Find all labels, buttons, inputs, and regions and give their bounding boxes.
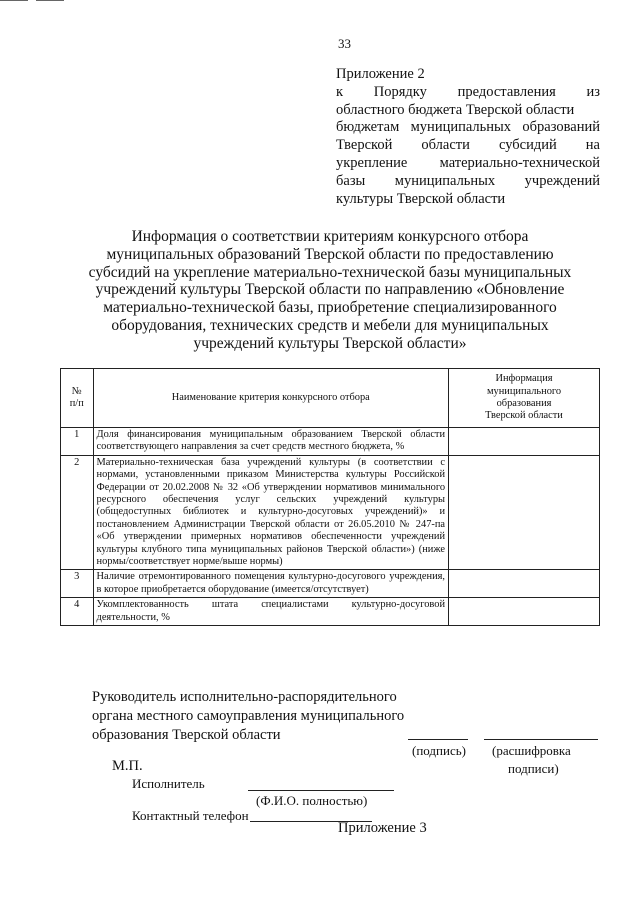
- appendix-header: [336, 66, 600, 208]
- appendix-line: областного бюджета Тверской области: [336, 101, 575, 118]
- table-row: [61, 570, 600, 598]
- header-criterion-name: Наименование критерия конкурсного отбора: [93, 369, 449, 428]
- table-row: [61, 598, 600, 626]
- appendix-line: базы муниципальных учреждений: [336, 172, 600, 189]
- row-criterion: [93, 598, 449, 626]
- executor-label: Исполнитель: [132, 776, 205, 791]
- appendix-line: культуры Тверской области: [336, 190, 506, 207]
- next-appendix-title: Приложение 3: [338, 820, 427, 836]
- title-line: оборудования, технических средств и мебели для муниципальных: [111, 316, 549, 334]
- page-number: 33: [338, 36, 351, 51]
- row-info-cell[interactable]: [449, 598, 600, 626]
- appendix-line: Тверской области субсидий на: [336, 137, 600, 154]
- title-line: муниципальных образований Тверской области по предоставлению: [106, 245, 554, 263]
- title-line: учреждений культуры Тверской области»: [193, 334, 467, 352]
- row-number: 4: [61, 598, 94, 626]
- table-row: [61, 428, 600, 456]
- fio-label: (Ф.И.О. полностью): [256, 793, 368, 808]
- document-title: [80, 228, 580, 353]
- row-number: 2: [61, 455, 94, 570]
- signature-heading-line: образования Тверской области: [92, 727, 281, 743]
- row-criterion: [93, 428, 449, 456]
- criterion-text: Материально-техническая база учреждений культуры (в соответствии с нормами, установленными приказом Министерства культуры Российской Федерации от 20.02.2008 № 32 «Об утверждении нормативов минимального ресурсного обеспечения услуг сельских учреждений культуры (общедоступных библиотек и культурно-досуговых учреждений)» и постановлением Администрации Тверской области от 26.05.2010 № 247-па «Об утверждении примерных нормативов обеспеченности учреждений культуры клубного типа муниципальных районов Тверской области») (ниже нормы/соответствует норме/выше нормы): [96, 456, 446, 568]
- appendix-line: укрепление материально-технической: [336, 154, 600, 171]
- title-line: материально-технической базы, приобретение специализированного: [103, 299, 557, 317]
- appendix-line: к Порядку предоставления из: [336, 83, 600, 100]
- title-line: учреждений культуры Тверской области по направлению «Обновление: [95, 281, 565, 299]
- signature-line[interactable]: [408, 739, 468, 740]
- executor-line[interactable]: [248, 790, 394, 791]
- signature-label: (подпись): [412, 743, 466, 758]
- decode-line[interactable]: [484, 739, 598, 740]
- criteria-table: [60, 368, 600, 626]
- criterion-text: Наличие отремонтированного помещения культурно-досугового учреждения, в которое приобретается оборудование (имеется/отсутствует): [96, 571, 446, 595]
- phone-label: Контактный телефон: [132, 808, 249, 823]
- criterion-text: Доля финансирования муниципальным образованием Тверской области соответствующего направления за счет средств местного бюджета, %: [96, 429, 446, 453]
- signature-block-heading: [92, 688, 452, 745]
- table-row: [61, 455, 600, 570]
- title-line: субсидий на укрепление материально-технической базы муниципальных: [88, 263, 572, 281]
- row-number: 3: [61, 570, 94, 598]
- row-info-cell[interactable]: [449, 428, 600, 456]
- decode-label-2: подписи): [508, 761, 559, 776]
- appendix-line: бюджетам муниципальных образований: [336, 119, 600, 136]
- table-header-row: [61, 369, 600, 428]
- signature-heading-line: органа местного самоуправления муниципального: [92, 708, 405, 724]
- row-criterion: [93, 570, 449, 598]
- header-number: № п/п: [61, 369, 94, 428]
- scan-edge-line: [0, 0, 28, 1]
- row-number: 1: [61, 428, 94, 456]
- row-info-cell[interactable]: [449, 570, 600, 598]
- decode-label: (расшифровка: [492, 743, 571, 758]
- row-info-cell[interactable]: [449, 455, 600, 570]
- stamp-place: М.П.: [112, 758, 143, 774]
- title-line: Информация о соответствии критериям конкурсного отбора: [131, 228, 529, 245]
- scan-edge-line: [36, 0, 64, 1]
- header-municipal-info: Информация муниципального образования Тверской области: [449, 369, 600, 428]
- row-criterion: [93, 455, 449, 570]
- signature-heading-line: Руководитель исполнительно-распорядительного: [92, 689, 397, 705]
- appendix-line: Приложение 2: [336, 66, 425, 82]
- criterion-text: Укомплектованность штата специалистами культурно-досуговой деятельности, %: [96, 599, 446, 623]
